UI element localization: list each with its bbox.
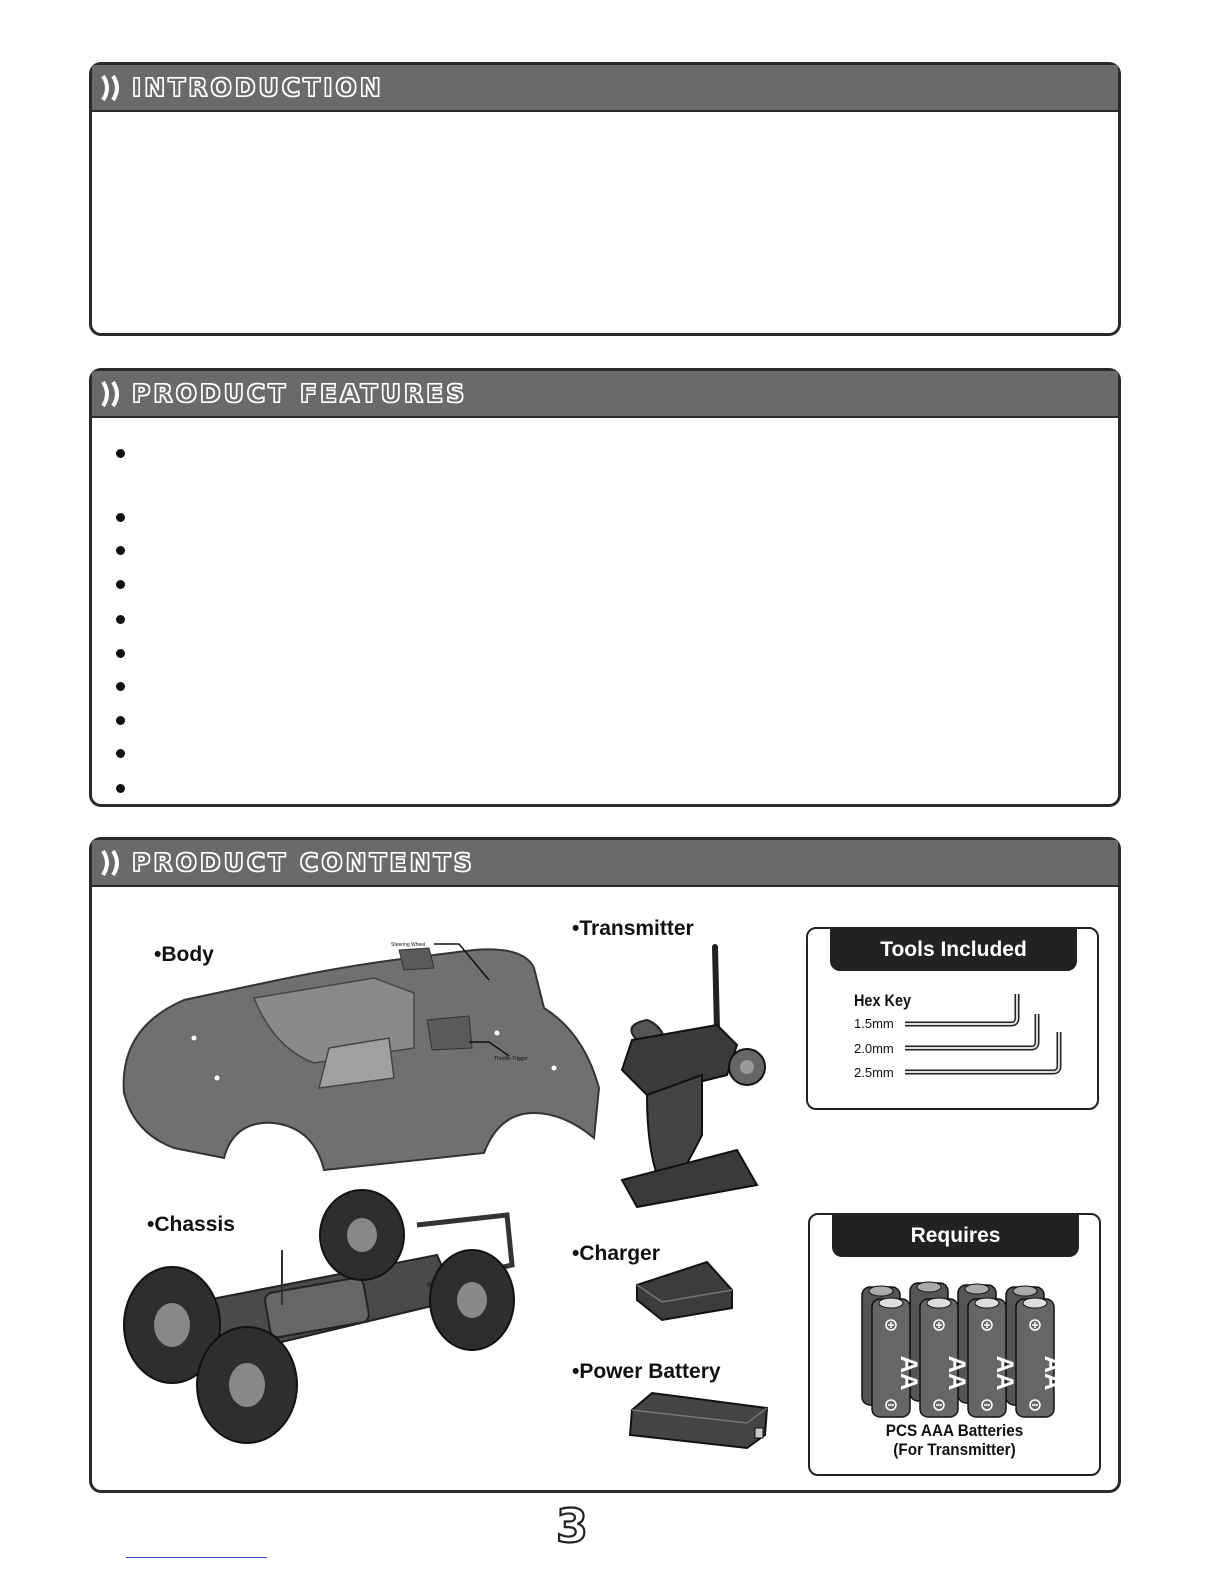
bullet-dot-icon	[116, 682, 125, 691]
bullet-dot-icon	[116, 513, 125, 522]
features-section	[89, 368, 1121, 807]
battery-aa-label: AA	[943, 1355, 970, 1391]
requires-caption-line1: PCS AAA Batteries	[885, 1421, 1024, 1440]
transmitter-illustration	[607, 945, 767, 1210]
steering-callout: Steering Wheel	[391, 942, 426, 948]
footer-link-underline[interactable]	[126, 1557, 267, 1558]
double-chevron-icon	[100, 848, 126, 878]
tools-included-title: Tools Included	[830, 929, 1077, 971]
double-chevron-icon	[100, 73, 126, 103]
feature-bullet	[116, 574, 1096, 598]
page-number-text: 3	[555, 1499, 589, 1553]
feature-bullet	[116, 443, 1096, 467]
feature-bullet	[116, 540, 1096, 564]
introduction-title: INTRODUCTION	[132, 73, 384, 102]
transmitter-label: •Transmitter	[572, 917, 694, 940]
features-title: PRODUCT FEATURES	[132, 379, 468, 408]
bullet-dot-icon	[116, 615, 125, 624]
charger-illustration	[632, 1260, 737, 1322]
contents-header	[92, 840, 1118, 887]
page-number	[545, 1499, 600, 1553]
bullet-dot-icon	[116, 649, 125, 658]
feature-bullet	[116, 643, 1096, 667]
contents-title: PRODUCT CONTENTS	[132, 848, 475, 877]
battery-aa-label: AA	[1039, 1355, 1066, 1391]
bullet-dot-icon	[116, 546, 125, 555]
battery-aa-label: AA	[895, 1355, 922, 1391]
hex-size-label: 2.0mm	[854, 1041, 894, 1056]
bullet-dot-icon	[116, 580, 125, 589]
hex-size-label: 2.5mm	[854, 1065, 894, 1080]
hex-key-icon	[903, 992, 1063, 1082]
bullet-dot-icon	[116, 784, 125, 793]
bullet-dot-icon	[116, 716, 125, 725]
tools-included-box	[806, 927, 1099, 1110]
charger-label: •Charger	[572, 1242, 660, 1265]
contents-section	[89, 837, 1121, 1493]
features-header	[92, 371, 1118, 418]
aa-batteries-illustration	[858, 1281, 1066, 1421]
throttle-callout: Throttle Trigger	[494, 1056, 528, 1062]
requires-caption-line2: (For Transmitter)	[893, 1440, 1016, 1459]
bullet-dot-icon	[116, 749, 125, 758]
chassis-label: •Chassis	[147, 1213, 235, 1236]
power-battery-illustration	[627, 1390, 772, 1450]
hex-size-label: 1.5mm	[854, 1016, 894, 1031]
battery-aa-label: AA	[991, 1355, 1018, 1391]
introduction-header	[92, 65, 1118, 112]
battery-label: •Power Battery	[572, 1360, 721, 1383]
feature-bullet	[116, 676, 1096, 700]
feature-bullet	[116, 743, 1096, 767]
feature-bullet	[116, 710, 1096, 734]
feature-bullet	[116, 609, 1096, 633]
bullet-dot-icon	[116, 449, 125, 458]
requires-box	[808, 1213, 1101, 1476]
double-chevron-icon	[100, 379, 126, 409]
feature-bullet	[116, 778, 1096, 802]
chassis-illustration	[117, 1190, 517, 1445]
body-label: •Body	[154, 943, 214, 966]
hex-key-label: Hex Key	[854, 991, 912, 1010]
truck-body-illustration	[114, 938, 604, 1178]
feature-bullet	[116, 507, 1096, 531]
requires-title: Requires	[832, 1215, 1079, 1257]
introduction-section	[89, 62, 1121, 336]
